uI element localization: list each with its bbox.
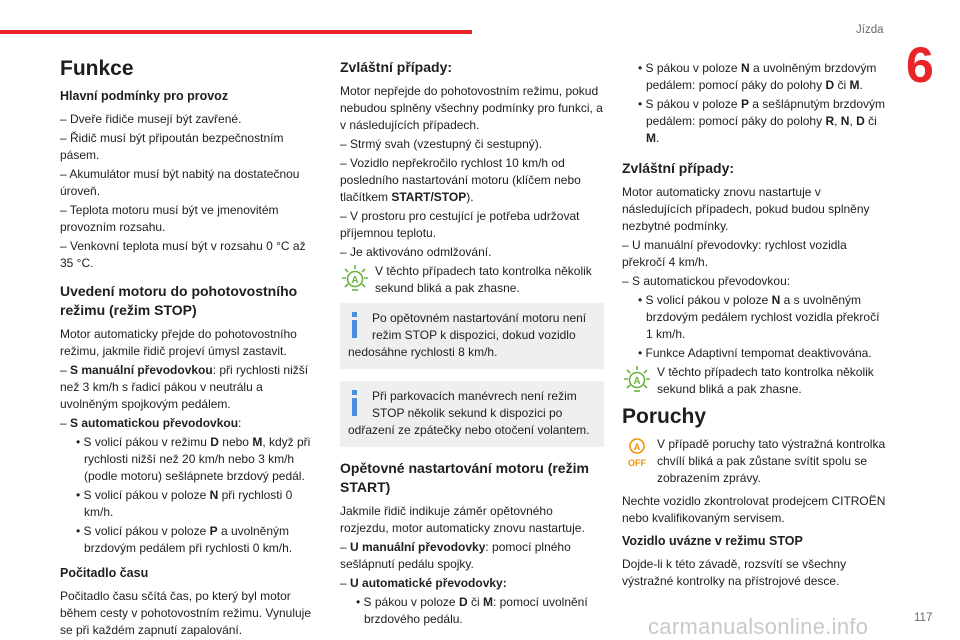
bullet-text: : pomocí uvolnění brzdového pedálu. xyxy=(364,595,588,626)
auto-bullet: • S volicí pákou v poloze N při rychlosti 0 km/h. xyxy=(76,488,293,519)
bullet-text: S pákou v poloze xyxy=(363,595,459,609)
restart-auto-label: U automatické převodovky: xyxy=(350,576,507,590)
column-2 xyxy=(340,56,604,630)
header-accent-bar xyxy=(0,30,472,34)
standby-auto: – S automatickou převodovkou: xyxy=(60,416,242,430)
conditions-heading: Hlavní podmínky pro provoz xyxy=(60,89,229,103)
condition-item: – Venkovní teplota musí být v rozsahu 0 °C až 35 °C. xyxy=(60,239,306,270)
bullet-text: nebo xyxy=(218,435,253,449)
restart-manual: – U manuální převodovky: pomocí plného sešlápnutí pedálu spojky. xyxy=(340,540,571,571)
faults-text2: Nechte vozidlo zkontrolovat prodejcem CITROËN nebo kvalifikovaným servisem. xyxy=(622,494,886,525)
stalled-heading: Vozidlo uvázne v režimu STOP xyxy=(622,534,803,548)
bullet-text: a uvolněným brzdovým pedálem: pomocí páky do polohy xyxy=(646,61,877,92)
condition-item: – Dveře řidiče musejí být zavřené. xyxy=(60,112,242,126)
bullet-text: a s uvolněným brzdovým pedálem rychlost vozidla překročí 1 km/h. xyxy=(646,293,880,341)
eco-a-off-icon xyxy=(622,436,652,470)
restart-auto: – U automatické převodovky: xyxy=(340,576,507,590)
info-box xyxy=(340,303,604,369)
page-number: 117 xyxy=(914,612,933,624)
column-1 xyxy=(60,56,316,640)
standby-heading: Uvedení motoru do pohotovostního režimu (režim STOP) xyxy=(60,283,298,318)
svg-text:A: A xyxy=(633,442,641,452)
bullet-bold: M xyxy=(252,435,263,449)
info-text: Při parkovacích manévrech není režim STOP několik sekund k dispozici po odřazení ze zpátečky nebo otočení volantem. xyxy=(348,389,590,437)
funkce-title: Funkce xyxy=(60,57,134,80)
bullet-bold: N xyxy=(209,488,219,502)
svg-text:A: A xyxy=(351,275,359,286)
restart-intro: Jakmile řidič indikuje záměr opětovného rozjezdu, motor automaticky znovu nastartuje. xyxy=(340,504,585,535)
bullet-bold: M xyxy=(646,131,656,145)
bullet-text: a uvolněným brzdovým pedálem při rychlosti 0 km/h. xyxy=(84,524,293,555)
svg-text:A: A xyxy=(633,376,641,387)
warning-text: V těchto případech tato kontrolka několik sekund bliká a pak zhasne. xyxy=(375,264,592,295)
info-box xyxy=(340,381,604,447)
manual-text: : při rychlosti nižší než 3 km/h s řadicí pákou v neutrálu a uvolněným spojkovým pedálem. xyxy=(60,363,309,411)
bullet-bold: D xyxy=(458,595,468,609)
bullet-text: S volicí pákou v poloze xyxy=(645,293,772,307)
bullet-text: Funkce Adaptivní tempomat deaktivována. xyxy=(645,346,872,360)
column-3 xyxy=(622,60,888,592)
info-text: Po opětovném nastartování motoru není režim STOP k dispozici, dokud vozidlo nedosáhne rychlosti 8 km/h. xyxy=(348,311,587,359)
timer-heading: Počitadlo času xyxy=(60,566,149,580)
bullet-text: či xyxy=(864,114,877,128)
special-item: – Strmý svah (vzestupný či sestupný). xyxy=(340,137,543,151)
bullet-text: při rychlosti 0 km/h. xyxy=(84,488,293,519)
bullet-text: S pákou v poloze xyxy=(645,97,741,111)
restart-auto-bullet: • S pákou v poloze D či M: pomocí uvolnění brzdového pedálu. xyxy=(356,595,588,626)
bullet-bold: P xyxy=(740,97,749,111)
special-item: – Je aktivováno odmlžování. xyxy=(340,245,492,259)
eco-a-warning-icon xyxy=(340,263,370,293)
conditions-list xyxy=(60,111,316,272)
restart-manual-text: : pomocí plného sešlápnutí pedálu spojky. xyxy=(340,540,571,571)
auto-bullet: • S volicí pákou v poloze P a uvolněným brzdovým pedálem při rychlosti 0 km/h. xyxy=(76,524,293,555)
bullet-bold: N xyxy=(771,293,781,307)
bullet-bold: D xyxy=(210,435,219,449)
bullet-text: a sešlápnutým brzdovým pedálem: pomocí páky do polohy xyxy=(646,97,886,128)
bullet-text: . xyxy=(656,131,660,145)
restart-heading: Opětovné nastartování motoru (režim START) xyxy=(340,460,589,495)
manual-label: S manuální převodovkou xyxy=(70,363,213,377)
fault-note xyxy=(622,436,888,487)
condition-item: – Řidič musí být připoután bezpečnostním pásem. xyxy=(60,131,284,162)
start-stop-label: START/STOP xyxy=(391,190,467,204)
special2-heading: Zvláštní případy: xyxy=(622,160,735,176)
special-heading: Zvláštní případy: xyxy=(340,59,453,75)
warning-note xyxy=(340,263,604,297)
condition-item: – Teplota motoru musí být ve jmenovitém provozním rozsahu. xyxy=(60,203,279,234)
auto-bullet: • S volicí pákou v režimu D nebo M, když při rychlosti nižší než 20 km/h nebo 3 km/h (podle motoru) sešlápnete brzdový pedál. xyxy=(76,435,311,483)
section-title: Jízda xyxy=(856,24,884,36)
special2-intro: Motor automaticky znovu nastartuje v následujících případech, pokud budou splněny nezbytné podmínky. xyxy=(622,185,870,233)
auto-label: S automatickou převodovkou xyxy=(70,416,239,430)
bullet-text: , když při rychlosti nižší než 20 km/h nebo 3 km/h (podle motoru) sešlápnete brzdový pedál. xyxy=(84,435,311,483)
bullet-text: . xyxy=(859,78,863,92)
eco-a-warning-icon xyxy=(622,364,652,394)
info-icon xyxy=(348,390,362,416)
off-label: OFF xyxy=(628,458,646,468)
warning-text: V těchto případech tato kontrolka několik sekund bliká a pak zhasne. xyxy=(657,365,874,396)
timer-text: Počitadlo času sčítá čas, po který byl motor během cesty v pohotovostním režimu. Vynuluje se při každém zapnutí zapalování. xyxy=(60,589,312,637)
special-item-end: ). xyxy=(466,190,474,204)
special2-manual: – U manuální převodovky: rychlost vozidla překročí 4 km/h. xyxy=(622,238,847,269)
warning-note xyxy=(622,364,888,398)
bullet-bold: P xyxy=(209,524,218,538)
special2-auto: – S automatickou převodovkou: xyxy=(622,274,791,288)
standby-manual: – S manuální převodovkou: při rychlosti nižší než 3 km/h s řadicí pákou v neutrálu a uvolněným spojkovým pedálem. xyxy=(60,363,309,411)
standby-intro: Motor automaticky přejde do pohotovostního režimu, jakmile řidič projeví úmysl zastavit. xyxy=(60,327,297,358)
bullet-bold: N xyxy=(840,114,850,128)
bullet-bold: M xyxy=(482,595,493,609)
special-item-text: – Vozidlo nepřekročilo rychlost 10 km/h od posledního nastartování motoru (klíčem nebo tlačítkem xyxy=(340,156,581,204)
bullet-bold: D xyxy=(825,78,835,92)
watermark: carmanualsonline.info xyxy=(648,614,869,639)
bullet-bold: D xyxy=(856,114,865,128)
faults-text: V případě poruchy tato výstražná kontrolka chvílí bliká a pak zůstane svítit spolu se zobrazením zprávy. xyxy=(657,437,886,485)
condition-item: – Akumulátor musí být nabitý na dostatečnou úroveň. xyxy=(60,167,300,198)
bullet-text: S volicí pákou v režimu xyxy=(83,435,211,449)
bullet-bold: R xyxy=(825,114,835,128)
info-icon xyxy=(348,312,362,338)
bullet-text: , xyxy=(834,114,841,128)
special2-auto-bullet: • Funkce Adaptivní tempomat deaktivována. xyxy=(638,346,872,360)
bullet-text: či xyxy=(467,595,483,609)
bullet-bold: N xyxy=(740,61,750,75)
restart-manual-label: U manuální převodovky xyxy=(350,540,486,554)
restart-auto-bullet: • S pákou v poloze N a uvolněným brzdovým pedálem: pomocí páky do polohy D či M. xyxy=(638,61,877,92)
bullet-text: S volicí pákou v poloze xyxy=(83,488,210,502)
bullet-text: S pákou v poloze xyxy=(645,61,741,75)
special-intro: Motor nepřejde do pohotovostním režimu, pokud nebudou splněny všechny podmínky pro funkci, a v následujících případech. xyxy=(340,84,603,132)
bullet-text: , xyxy=(849,114,857,128)
bullet-bold: M xyxy=(849,78,860,92)
stalled-text: Dojde-li k této závadě, rozsvítí se všechny výstražné kontrolky na přístrojové desce. xyxy=(622,557,847,588)
restart-auto-bullet: • S pákou v poloze P a sešlápnutým brzdovým pedálem: pomocí páky do polohy R, N, D či M. xyxy=(638,97,886,145)
special-item: – V prostoru pro cestující je potřeba udržovat příjemnou teplotu. xyxy=(340,209,580,240)
chapter-number: 6 xyxy=(906,37,934,93)
special2-auto-bullet: • S volicí pákou v poloze N a s uvolněným brzdovým pedálem rychlost vozidla překročí 1 km/h. xyxy=(638,293,880,341)
bullet-text: či xyxy=(834,78,850,92)
bullet-text: S volicí pákou v poloze xyxy=(83,524,210,538)
special-item xyxy=(340,155,604,206)
faults-title: Poruchy xyxy=(622,405,707,428)
